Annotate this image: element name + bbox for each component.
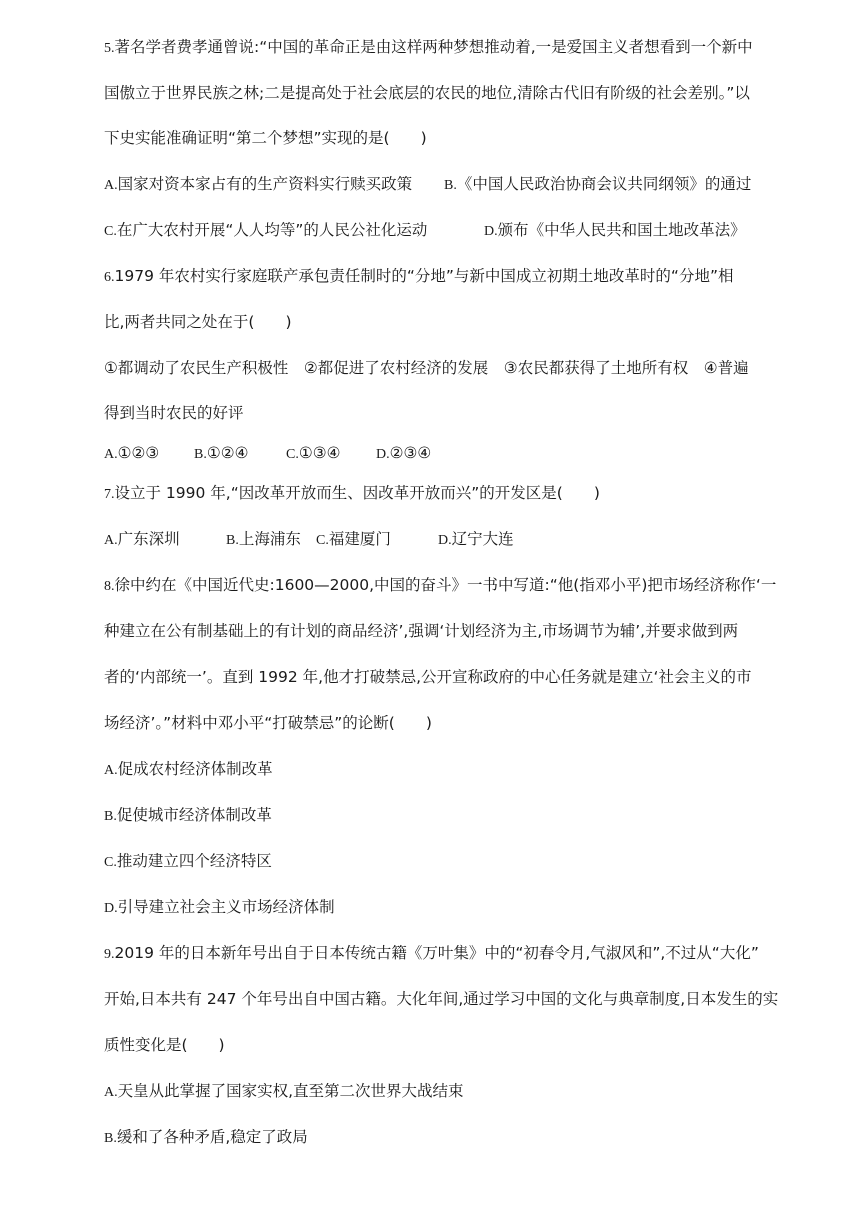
- question-number: 9.: [104, 947, 115, 962]
- question-8-option-d: D.引导建立社会主义市场经济体制: [104, 898, 335, 916]
- question-8-stem-line-1: 8.徐中约在《中国近代史:1600—2000,中国的奋斗》一书中写道:“他(指邓小平)把市场经济称作‘一: [104, 576, 777, 594]
- question-7-option-c: C.福建厦门: [316, 530, 391, 548]
- question-6-stem-line-2: 比,两者共同之处在于( ): [104, 313, 292, 331]
- question-5-option-a: A.国家对资本家占有的生产资料实行赎买政策: [104, 175, 413, 193]
- question-7-option-d: D.辽宁大连: [438, 530, 514, 548]
- question-5-option-b: B.《中国人民政治协商会议共同纲领》的通过: [444, 175, 752, 193]
- question-number: 7.: [104, 487, 115, 502]
- question-9-stem-line-1: 9.2019 年的日本新年号出自于日本传统古籍《万叶集》中的“初春令月,气淑风和”,不过从“大化”: [104, 944, 759, 962]
- question-9-option-a: A.天皇从此掌握了国家实权,直至第二次世界大战结束: [104, 1082, 464, 1100]
- question-6-option-d: D.②③④: [376, 444, 432, 462]
- question-7-option-a: A.广东深圳: [104, 530, 180, 548]
- question-8-stem-line-2: 种建立在公有制基础上的有计划的商品经济’,强调‘计划经济为主,市场调节为辅’,并要求做到两: [104, 622, 739, 640]
- question-number: 6.: [104, 270, 115, 285]
- question-5-stem-line-2: 国傲立于世界民族之林;二是提高处于社会底层的农民的地位,清除古代旧有阶级的社会差别。”以: [104, 84, 750, 102]
- question-8-option-a: A.促成农村经济体制改革: [104, 760, 273, 778]
- question-8-stem-line-3: 者的‘内部统一’。直到 1992 年,他才打破禁忌,公开宣称政府的中心任务就是建立‘社会主义的市: [104, 668, 752, 686]
- question-number: 8.: [104, 579, 115, 594]
- question-5-option-c: C.在广大农村开展“人人均等”的人民公社化运动: [104, 221, 428, 239]
- question-9-stem-line-3: 质性变化是( ): [104, 1036, 225, 1054]
- question-8-stem-line-4: 场经济’。”材料中邓小平“打破禁忌”的论断( ): [104, 714, 432, 732]
- question-number: 5.: [104, 41, 115, 56]
- question-8-option-b: B.促使城市经济体制改革: [104, 806, 272, 824]
- question-6-option-c: C.①③④: [286, 444, 341, 462]
- question-6-option-b: B.①②④: [194, 444, 249, 462]
- question-5-option-d: D.颁布《中华人民共和国土地改革法》: [484, 221, 746, 239]
- question-9-option-b: B.缓和了各种矛盾,稳定了政局: [104, 1128, 308, 1146]
- question-7-option-b: B.上海浦东: [226, 530, 301, 548]
- question-5-stem-line-3: 下史实能准确证明“第二个梦想”实现的是( ): [104, 129, 427, 147]
- question-6-stem-line-1: 6.1979 年农村实行家庭联产承包责任制时的“分地”与新中国成立初期土地改革时的“分地”相: [104, 267, 734, 285]
- question-6-items-line-1: ①都调动了农民生产积极性 ②都促进了农村经济的发展 ③农民都获得了土地所有权 ④普遍: [104, 359, 749, 377]
- question-5-stem-line-1: 5.著名学者费孝通曾说:“中国的革命正是由这样两种梦想推动着,一是爱国主义者想看到一个新中: [104, 38, 753, 56]
- question-6-option-a: A.①②③: [104, 444, 160, 462]
- question-6-items-line-2: 得到当时农民的好评: [104, 404, 244, 422]
- question-7-stem-line-1: 7.设立于 1990 年,“因改革开放而生、因改革开放而兴”的开发区是( ): [104, 484, 600, 502]
- question-9-stem-line-2: 开始,日本共有 247 个年号出自中国古籍。大化年间,通过学习中国的文化与典章制度,日本发生的实: [104, 990, 779, 1008]
- question-8-option-c: C.推动建立四个经济特区: [104, 852, 272, 870]
